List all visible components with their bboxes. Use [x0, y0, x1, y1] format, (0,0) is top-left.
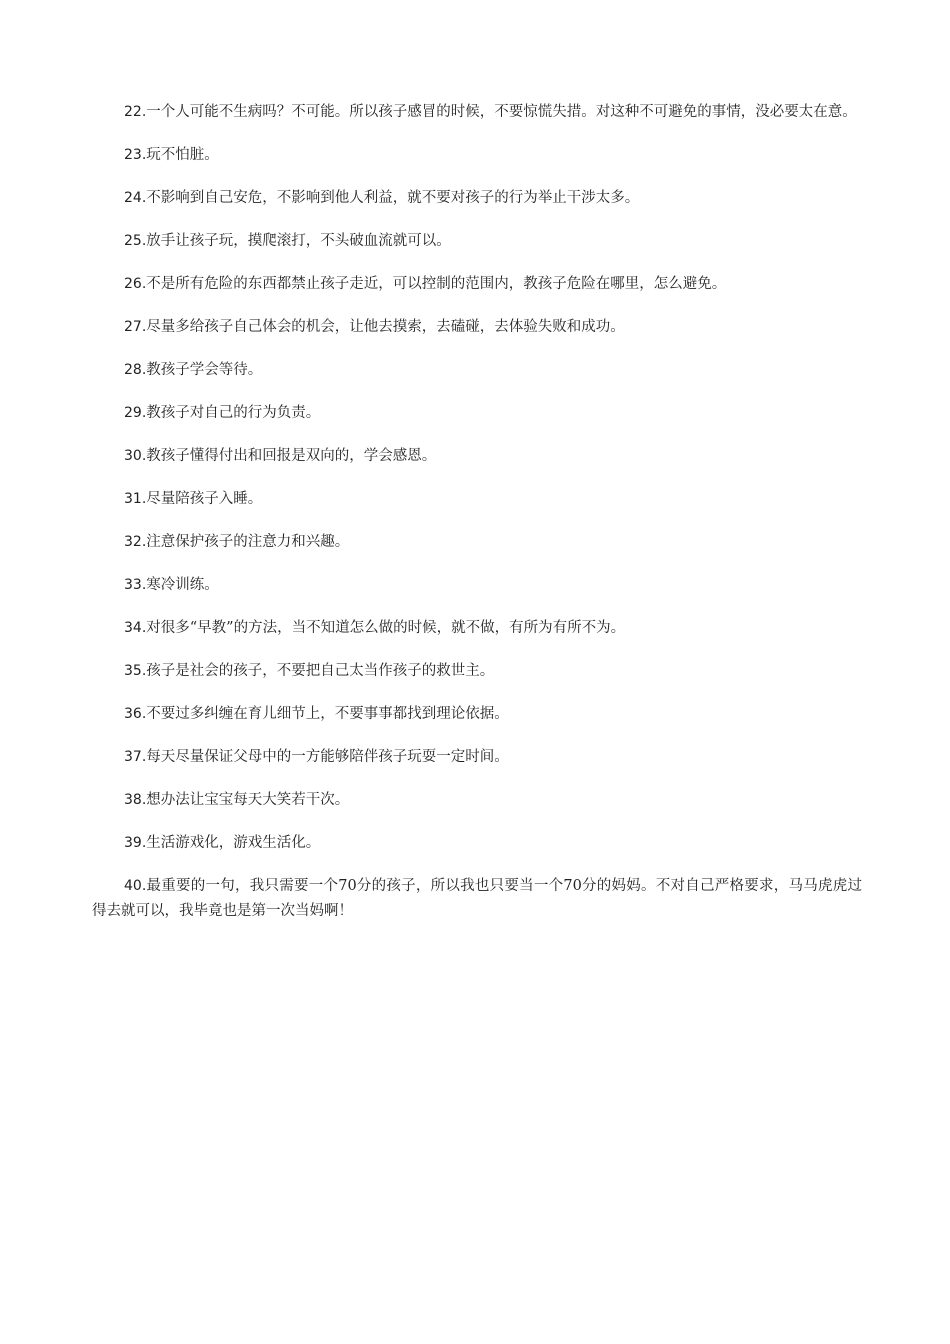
item-number: 40. [124, 878, 147, 894]
item-number: 38. [124, 792, 147, 808]
item-text: 不影响到自己安危，不影响到他人利益，就不要对孩子的行为举止干涉太多。 [146, 190, 640, 206]
list-item [92, 788, 862, 813]
item-text: 对很多“早教”的方法，当不知道怎么做的时候，就不做，有所为有所不为。 [146, 620, 626, 636]
item-number: 33. [124, 577, 147, 593]
item-number: 34. [124, 620, 147, 636]
list-item [92, 143, 862, 168]
item-text: 尽量陪孩子入睡。 [146, 491, 263, 507]
list-item [92, 100, 862, 125]
list-item [92, 530, 862, 555]
item-number: 27. [124, 319, 147, 335]
item-number: 39. [124, 835, 147, 851]
list-item [92, 573, 862, 598]
item-text: 最重要的一句，我只需要一个70分的孩子，所以我也只要当一个70分的妈妈。不对自己严格要求，马马虎虎过得去就可以，我毕竟也是第一次当妈啊！ [92, 878, 862, 919]
item-text: 玩不怕脏。 [146, 147, 219, 163]
item-text: 一个人可能不生病吗？不可能。所以孩子感冒的时候，不要惊慌失措。对这种不可避免的事情，没必要太在意。 [146, 104, 857, 120]
item-number: 32. [124, 534, 147, 550]
list-item [92, 315, 862, 340]
list-item [92, 702, 862, 727]
item-text: 生活游戏化，游戏生活化。 [146, 835, 321, 851]
item-number: 25. [124, 233, 147, 249]
item-number: 28. [124, 362, 147, 378]
item-number: 29. [124, 405, 147, 421]
item-text: 教孩子懂得付出和回报是双向的，学会感恩。 [146, 448, 437, 464]
item-text: 不要过多纠缠在育儿细节上，不要事事都找到理论依据。 [146, 706, 509, 722]
numbered-list [92, 100, 862, 942]
list-item [92, 745, 862, 770]
list-item [92, 487, 862, 512]
item-text: 尽量多给孩子自己体会的机会，让他去摸索，去磕碰，去体验失败和成功。 [146, 319, 625, 335]
item-text: 教孩子对自己的行为负责。 [146, 405, 321, 421]
item-text: 孩子是社会的孩子，不要把自己太当作孩子的救世主。 [146, 663, 495, 679]
list-item [92, 401, 862, 426]
list-item [92, 186, 862, 211]
list-item [92, 659, 862, 684]
item-text: 注意保护孩子的注意力和兴趣。 [146, 534, 350, 550]
item-text: 想办法让宝宝每天大笑若干次。 [146, 792, 350, 808]
item-number: 22. [124, 104, 147, 120]
list-item [92, 616, 862, 641]
item-number: 36. [124, 706, 147, 722]
item-number: 24. [124, 190, 147, 206]
item-number: 26. [124, 276, 147, 292]
item-number: 31. [124, 491, 147, 507]
item-text: 放手让孩子玩，摸爬滚打，不头破血流就可以。 [146, 233, 451, 249]
item-number: 35. [124, 663, 147, 679]
item-text: 教孩子学会等待。 [146, 362, 263, 378]
list-item [92, 874, 862, 924]
item-text: 每天尽量保证父母中的一方能够陪伴孩子玩耍一定时间。 [146, 749, 509, 765]
list-item [92, 831, 862, 856]
item-number: 37. [124, 749, 147, 765]
list-item [92, 229, 862, 254]
item-number: 30. [124, 448, 147, 464]
list-item [92, 272, 862, 297]
item-text: 寒冷训练。 [146, 577, 219, 593]
item-text: 不是所有危险的东西都禁止孩子走近，可以控制的范围内，教孩子危险在哪里，怎么避免。 [146, 276, 727, 292]
list-item [92, 358, 862, 383]
list-item [92, 444, 862, 469]
item-number: 23. [124, 147, 147, 163]
